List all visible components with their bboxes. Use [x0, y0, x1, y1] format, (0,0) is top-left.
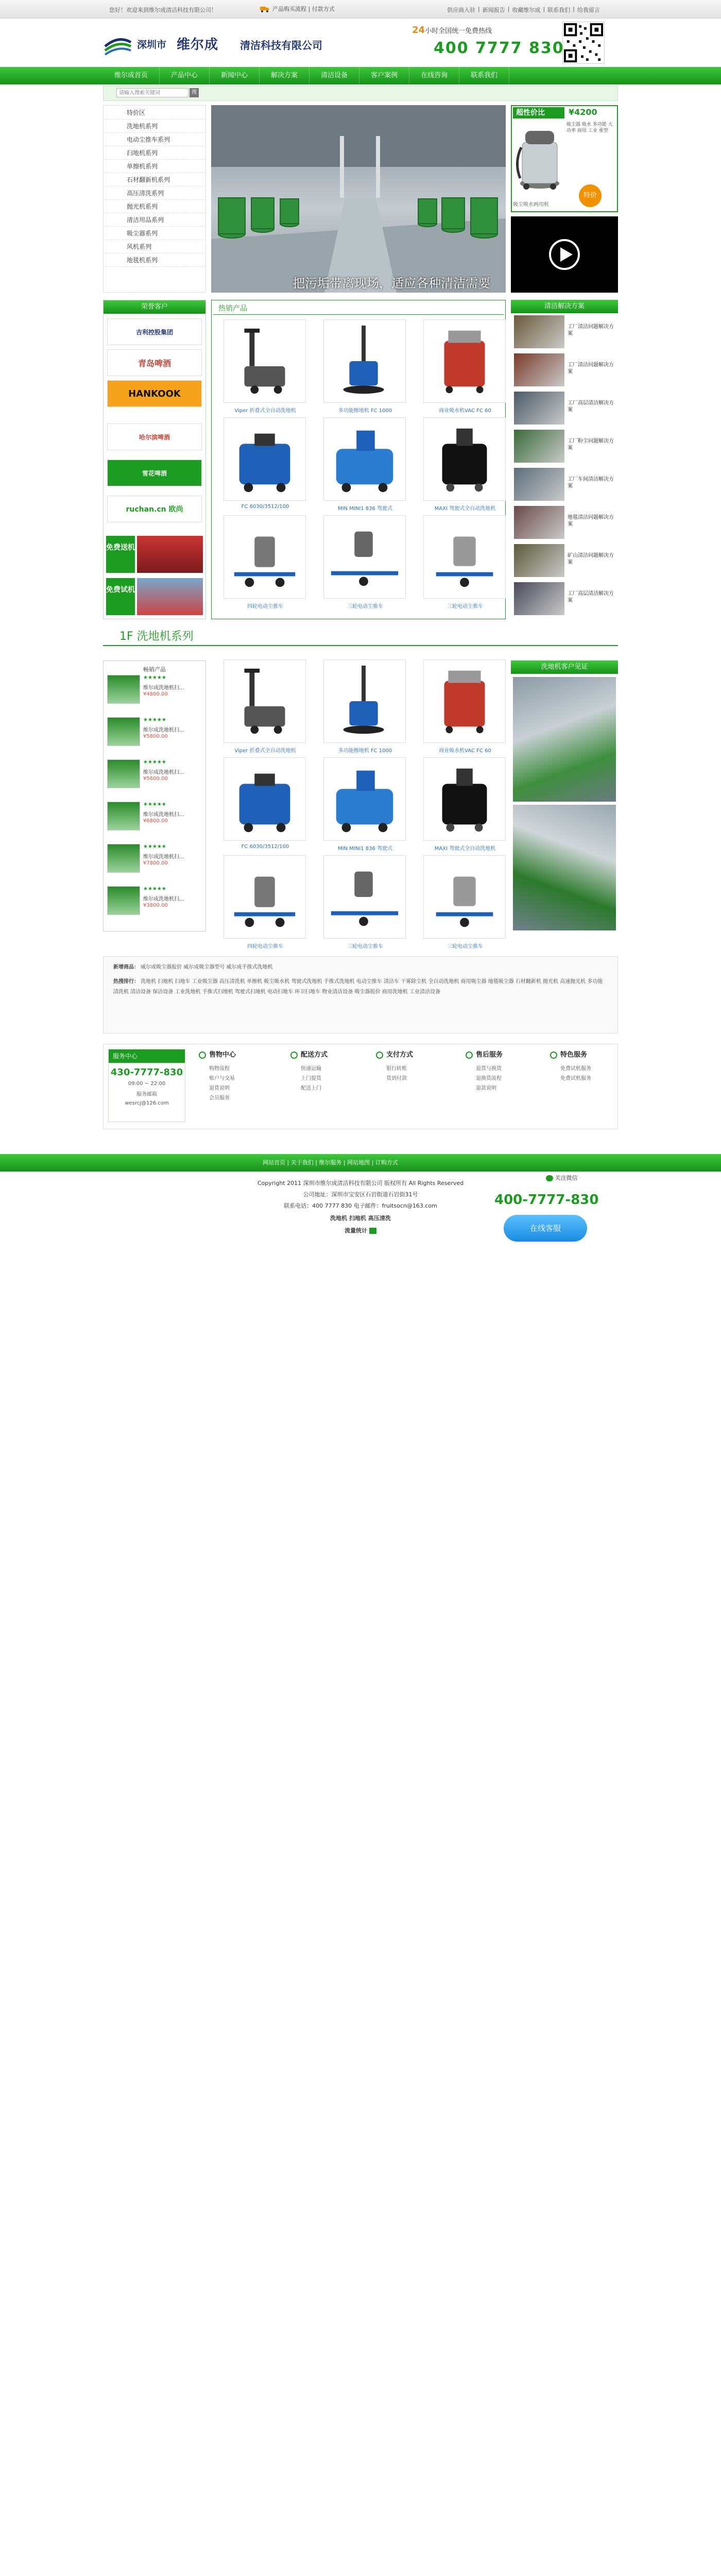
- nav-consult[interactable]: 在线咨询: [409, 67, 459, 84]
- solution-label[interactable]: 地毯清洁问题解决方案: [568, 515, 614, 527]
- service-tel: 430-7777-830: [110, 1067, 183, 1078]
- service-mail[interactable]: wesrcj@126.com: [125, 1100, 169, 1106]
- category-item[interactable]: 高压清洗系列: [103, 187, 206, 200]
- category-item[interactable]: 电动尘推车系列: [103, 133, 206, 146]
- customer-logo-geely[interactable]: [107, 318, 202, 345]
- bestseller-thumbnail[interactable]: [107, 675, 140, 704]
- logo-company: 清洁科技有限公司: [240, 39, 322, 52]
- search-input[interactable]: [116, 88, 188, 97]
- hot-product-caption[interactable]: FC 6030/3512/100: [241, 504, 289, 510]
- category-item[interactable]: 扫地机系列: [103, 146, 206, 160]
- online-service-button[interactable]: 在线客服: [504, 1215, 587, 1242]
- customer-logo-snow-text: 雪花啤酒: [142, 469, 167, 477]
- promo-tag: 超性价比: [513, 107, 564, 118]
- top-link-supplier[interactable]: 供应商入驻: [447, 7, 475, 13]
- promo-text: 吸尘器 吸水 多功能 大功率 商用 工业 重型: [566, 122, 613, 133]
- solution-thumbnail[interactable]: [514, 544, 564, 577]
- service-column-link[interactable]: 退款说明: [476, 1086, 496, 1091]
- service-column: [550, 1049, 638, 1083]
- top-link-news[interactable]: 新闻报告: [482, 7, 505, 13]
- bestseller-price: ¥7800.00: [143, 860, 168, 866]
- nav-solutions[interactable]: 解决方案: [260, 67, 310, 84]
- solution-thumbnail[interactable]: [514, 582, 564, 615]
- service-column-link[interactable]: 购物流程: [209, 1066, 230, 1072]
- bestseller-thumbnail[interactable]: [107, 886, 140, 915]
- service-column-title-text: 支付方式: [386, 1051, 414, 1059]
- hot-product-image[interactable]: [323, 319, 406, 403]
- bestseller-price: ¥4800.00: [143, 691, 168, 697]
- hot-search-row: [113, 977, 608, 997]
- hot-product-image[interactable]: [224, 319, 306, 403]
- top-links: 供应商入驻 | 新闻报告 | 收藏维尔成 | 联系我们 | 给我留言: [447, 6, 600, 13]
- customer-logo-snow[interactable]: [107, 460, 202, 486]
- service-contact-box: [108, 1049, 185, 1122]
- floor1-product-caption[interactable]: 三轮电动尘推车: [447, 944, 483, 950]
- solution-thumbnail[interactable]: [514, 506, 564, 539]
- floor1-product-caption[interactable]: 多功能擦地机 FC 1000: [338, 748, 392, 754]
- service-column: [290, 1049, 378, 1093]
- service-column-title: [290, 1049, 378, 1059]
- service-column: [199, 1049, 286, 1103]
- hotline-number: 400 7777 830: [434, 39, 564, 57]
- service-column-icon: [199, 1052, 206, 1059]
- qr-code-icon: [562, 22, 605, 64]
- customer-logo-harbin[interactable]: [107, 423, 202, 450]
- service-column-link[interactable]: 会员服务: [209, 1095, 230, 1101]
- service-column-link[interactable]: 退货与换货: [476, 1066, 502, 1072]
- service-column-link[interactable]: 退换货流程: [476, 1076, 502, 1081]
- service-column-title: [199, 1049, 286, 1059]
- promo-footnote: 吸尘吸水两用机: [513, 202, 549, 208]
- bestseller-name[interactable]: 维尔成洗地机扫...: [143, 896, 184, 902]
- hot-product-caption[interactable]: MIN MINI1 836 驾驶式: [337, 506, 393, 512]
- bestseller-title: 畅销产品: [143, 666, 166, 673]
- floor1-product-caption[interactable]: Viper 折叠式全自动洗地机: [234, 748, 296, 754]
- nav-products[interactable]: 产品中心: [160, 67, 210, 84]
- hot-product-image[interactable]: [323, 515, 406, 599]
- service-column-title-text: 配送方式: [301, 1051, 328, 1059]
- floor1-product-caption[interactable]: 四轮电动尘推车: [247, 944, 283, 950]
- solution-thumbnail[interactable]: [514, 468, 564, 501]
- bestseller-price: ¥6800.00: [143, 818, 168, 824]
- footer-address: 公司地址：深圳市宝安区石岩街道石岩街31号: [303, 1191, 418, 1198]
- footer-keywords[interactable]: 洗地机 扫地机 高压清洗: [330, 1215, 391, 1222]
- bestseller-stars: ★★★★★: [143, 717, 166, 723]
- service-column: [466, 1049, 553, 1093]
- floor1-product-caption[interactable]: FC 6030/3512/100: [241, 844, 289, 850]
- floor1-product-caption[interactable]: 商业吸水机VAC FC 60: [439, 748, 491, 754]
- hot-product-image[interactable]: [423, 417, 506, 501]
- bestseller-name[interactable]: 维尔成洗地机扫...: [143, 854, 184, 860]
- floor1-title: 1F 洗地机系列: [119, 630, 194, 643]
- bestseller-name[interactable]: 维尔成洗地机扫...: [143, 727, 184, 733]
- customer-logo-hankook-text: HANKOOK: [128, 388, 181, 399]
- customer-logo-auchan[interactable]: [107, 496, 202, 522]
- hot-product-image[interactable]: [224, 417, 306, 501]
- hot-product-caption[interactable]: 商业吸水机VAC FC 60: [439, 408, 491, 414]
- floor1-product-image[interactable]: [423, 757, 506, 841]
- floor1-product-image[interactable]: [423, 855, 506, 939]
- floor1-product-caption[interactable]: MIN MINI1 836 驾驶式: [337, 846, 393, 852]
- banner-caption: 把污垢带离现场，适应各种清洁需要: [293, 276, 490, 291]
- wechat-follow[interactable]: [546, 1174, 578, 1182]
- service-column-link[interactable]: 货到付款: [386, 1076, 407, 1081]
- footer-nav: [0, 1154, 721, 1172]
- category-item[interactable]: 吸尘器系列: [103, 227, 206, 240]
- nav-equipment[interactable]: 清洁设备: [310, 67, 359, 84]
- free-trial-label[interactable]: 免费试机: [106, 578, 135, 615]
- search-button[interactable]: 搜: [190, 88, 199, 97]
- service-column-link[interactable]: 上门提货: [301, 1076, 321, 1081]
- footer-copyright: Copyright 2011 深圳市维尔成清洁科技有限公司 版权所有 All Rights Reserved: [257, 1180, 464, 1187]
- footer-contact: 联系电话：400 7777 830 电子邮件：fruitsocn@163.com: [284, 1202, 437, 1209]
- hot-product-caption[interactable]: MAXI 驾驶式全自动洗地机: [434, 506, 496, 512]
- solutions-title: 清洁解决方案: [511, 300, 618, 313]
- service-column-icon: [290, 1052, 298, 1059]
- solution-thumbnail[interactable]: [514, 392, 564, 425]
- footer-hotline: 400-7777-830: [494, 1192, 599, 1208]
- bestseller-thumbnail[interactable]: [107, 802, 140, 831]
- hotline-label-text: 小时全国统一免费热线: [425, 27, 492, 35]
- category-item[interactable]: 洗地机系列: [103, 120, 206, 133]
- bestseller-stars: ★★★★★: [143, 802, 166, 807]
- solution-label[interactable]: 工厂粉尘问题解决方案: [568, 438, 614, 451]
- welcome-text: 您好！欢迎来到维尔成清洁科技有限公司！: [109, 7, 217, 13]
- floor1-product-image[interactable]: [323, 855, 406, 939]
- hot-product-caption[interactable]: 三轮电动尘推车: [447, 604, 483, 609]
- bestseller-stars: ★★★★★: [143, 886, 166, 892]
- promo-price: ¥4200: [569, 107, 597, 117]
- bestseller-name[interactable]: 维尔成洗地机扫...: [143, 685, 184, 691]
- hot-product-image[interactable]: [423, 319, 506, 403]
- logo-city: 深圳市: [137, 39, 167, 50]
- bestseller-price: ¥5800.00: [143, 734, 168, 739]
- service-column-title-text: 售后服务: [476, 1051, 503, 1059]
- service-column-icon: [550, 1052, 557, 1059]
- nav-items: [103, 67, 509, 84]
- service-column-title: [376, 1049, 464, 1059]
- top-link-message[interactable]: 给我留言: [577, 7, 600, 13]
- bestseller-stars: ★★★★★: [143, 844, 166, 850]
- solution-label[interactable]: 工厂高层清洁解决方案: [568, 591, 614, 603]
- nav-contact[interactable]: 联系我们: [459, 67, 509, 84]
- nav-home[interactable]: 维尔成首页: [103, 67, 160, 84]
- company-logo-icon[interactable]: [103, 32, 133, 57]
- service-mail-label: 服务邮箱: [136, 1092, 157, 1097]
- category-item[interactable]: 单擦机系列: [103, 160, 206, 173]
- service-column-title-text: 售物中心: [209, 1051, 236, 1059]
- top-link-contact[interactable]: 联系我们: [547, 7, 571, 13]
- solution-label[interactable]: 工厂车间清洁解决方案: [568, 477, 614, 489]
- solution-thumbnail[interactable]: [514, 315, 564, 348]
- service-column-link[interactable]: 银行转账: [386, 1066, 407, 1072]
- honor-customers-title: 荣誉客户: [104, 300, 205, 314]
- hot-search-label: 热搜排行：: [113, 979, 139, 985]
- service-column-link[interactable]: 账户与交易: [209, 1076, 235, 1081]
- testimonial-photo-2[interactable]: [513, 805, 616, 930]
- bestseller-price: ¥5600.00: [143, 776, 168, 782]
- buy-process-text: 产品购买流程 | 付款方式: [272, 6, 335, 12]
- hot-product-image[interactable]: [323, 417, 406, 501]
- vacuum-product-image[interactable]: [516, 122, 563, 194]
- hotline-label-prefix: 24: [412, 25, 425, 36]
- hot-product-image[interactable]: [224, 515, 306, 599]
- customer-logo-auchan-text: ruchan.cn 欧尚: [126, 505, 183, 514]
- free-send-photo[interactable]: [137, 536, 203, 573]
- floor1-product-image[interactable]: [224, 855, 306, 939]
- new-products-label: 新增商品：: [113, 964, 139, 970]
- floor1-product-caption[interactable]: 三轮电动尘推车: [347, 944, 383, 950]
- footer-links[interactable]: 网站首页 | 关于我们 | 维尔服务 | 网站地图 | 订购方式: [263, 1159, 398, 1166]
- testimonials-title: 洗地机客户见证: [511, 660, 618, 674]
- bestseller-name[interactable]: 维尔成洗地机扫...: [143, 812, 184, 818]
- main-nav: [0, 67, 721, 84]
- footer-stats[interactable]: [206, 1226, 515, 1234]
- nav-news[interactable]: 新闻中心: [210, 67, 260, 84]
- service-center-title: 服务中心: [109, 1049, 185, 1063]
- floor1-product-image[interactable]: [323, 757, 406, 841]
- bestseller-stars: ★★★★★: [143, 675, 166, 681]
- service-column-link[interactable]: 免费试机服务: [560, 1066, 591, 1072]
- stats-icon: [369, 1228, 376, 1234]
- customer-logo-tsingtao[interactable]: [107, 349, 202, 376]
- customer-logo-tsingtao-text: 青岛啤酒: [138, 358, 171, 368]
- solution-thumbnail[interactable]: [514, 430, 564, 463]
- customer-logo-geely-text: 吉利控股集团: [135, 328, 173, 336]
- free-send-label[interactable]: 免费送机: [106, 536, 135, 573]
- promo-badge: 特价: [579, 184, 602, 207]
- solution-label[interactable]: 工厂清洁问题解决方案: [568, 324, 614, 336]
- bestseller-thumbnail[interactable]: [107, 759, 140, 788]
- play-icon[interactable]: [511, 216, 618, 293]
- solution-label[interactable]: 工厂清洁问题解决方案: [568, 362, 614, 375]
- category-item[interactable]: 风机系列: [103, 240, 206, 253]
- new-products-row: [113, 962, 608, 973]
- floor1-product-image[interactable]: [423, 659, 506, 743]
- bestseller-price: ¥3800.00: [143, 903, 168, 908]
- service-column: [376, 1049, 464, 1083]
- bestseller-stars: ★★★★★: [143, 759, 166, 765]
- category-item[interactable]: 抛光机系列: [103, 200, 206, 213]
- new-products-text[interactable]: 威尔成吸尘器报价 威尔成吸尘器型号 威尔成手推式洗地机: [141, 964, 273, 970]
- category-item[interactable]: 特价区: [103, 106, 206, 120]
- bestseller-thumbnail[interactable]: [107, 844, 140, 873]
- hot-product-image[interactable]: [423, 515, 506, 599]
- nav-cases[interactable]: 客户案例: [359, 67, 409, 84]
- service-column-title: [550, 1049, 638, 1059]
- floor1-product-caption[interactable]: MAXI 驾驶式全自动洗地机: [434, 846, 496, 852]
- service-column-title-text: 特色服务: [560, 1051, 588, 1059]
- customer-logo-hankook[interactable]: [107, 380, 202, 407]
- service-column-title: [466, 1049, 553, 1059]
- footer-stats-text: 流量统计: [345, 1227, 368, 1234]
- factory-scene-icon: [211, 105, 506, 293]
- hot-products-title: 热销产品: [218, 304, 247, 313]
- service-column-link[interactable]: 退货说明: [209, 1086, 230, 1091]
- service-column-icon: [376, 1052, 383, 1059]
- customer-logo-harbin-text: 哈尔滨啤酒: [139, 433, 170, 441]
- logo-brand: 维尔成: [177, 37, 219, 53]
- hot-product-caption[interactable]: 三轮电动尘推车: [347, 604, 383, 609]
- video-player[interactable]: [511, 216, 618, 293]
- service-column-link[interactable]: 配送上门: [301, 1086, 321, 1091]
- hot-product-caption[interactable]: 多功能擦地机 FC 1000: [338, 408, 392, 414]
- hot-product-caption[interactable]: Viper 折叠式全自动洗地机: [234, 408, 296, 414]
- hot-product-caption[interactable]: 四轮电动尘推车: [247, 604, 283, 609]
- hot-divider: [213, 314, 504, 315]
- truck-icon: [260, 5, 269, 12]
- buy-process-link[interactable]: [260, 5, 335, 13]
- service-column-link[interactable]: 快递运输: [301, 1066, 321, 1072]
- wechat-icon: [546, 1175, 553, 1181]
- solution-label[interactable]: 矿山清洁问题解决方案: [568, 553, 614, 565]
- top-bar: [0, 0, 721, 19]
- testimonial-photo-1[interactable]: [513, 677, 616, 802]
- category-item[interactable]: 地毯机系列: [103, 253, 206, 267]
- solution-label[interactable]: 工厂高层清洁解决方案: [568, 400, 614, 413]
- wechat-follow-text: 关注微信: [555, 1175, 578, 1181]
- floor1-product-image[interactable]: [224, 659, 306, 743]
- solution-thumbnail[interactable]: [514, 353, 564, 386]
- category-item[interactable]: 石材翻新机系列: [103, 173, 206, 187]
- bestseller-name[interactable]: 维尔成洗地机扫...: [143, 770, 184, 775]
- hotline-label: [412, 25, 492, 36]
- floor1-divider: [103, 645, 618, 646]
- top-link-favorite[interactable]: 收藏维尔成: [512, 7, 541, 13]
- free-trial-photo[interactable]: [137, 578, 203, 615]
- bestseller-thumbnail[interactable]: [107, 717, 140, 746]
- floor1-product-image[interactable]: [323, 659, 406, 743]
- service-hours: 09:00 ~ 22:00: [128, 1081, 166, 1087]
- service-column-icon: [466, 1052, 473, 1059]
- floor1-product-image[interactable]: [224, 757, 306, 841]
- category-item[interactable]: 清洁用品系列: [103, 213, 206, 227]
- banner-image[interactable]: [211, 105, 506, 293]
- service-column-link[interactable]: 免费试机服务: [560, 1076, 591, 1081]
- hot-search-text[interactable]: 洗地机 扫地机 扫地车 工业吸尘器 高压清洗机 单擦机 吸尘吸水机 驾驶式洗地机 手推式洗地机 电动尘推车 清洁车 干雾除尘机 全自动洗地机 商用吸尘器 地毯吸尘器 石材翻新机 抛光机 高速抛光机 多功能清洗机 清洁设备 保洁设备 工业洗地机 手推式扫地机 驾驶式扫地机 电动扫地车 环卫扫地车 物业清洁设备 吸尘器报价 商用洗地机 工业清洁设备: [113, 979, 603, 995]
